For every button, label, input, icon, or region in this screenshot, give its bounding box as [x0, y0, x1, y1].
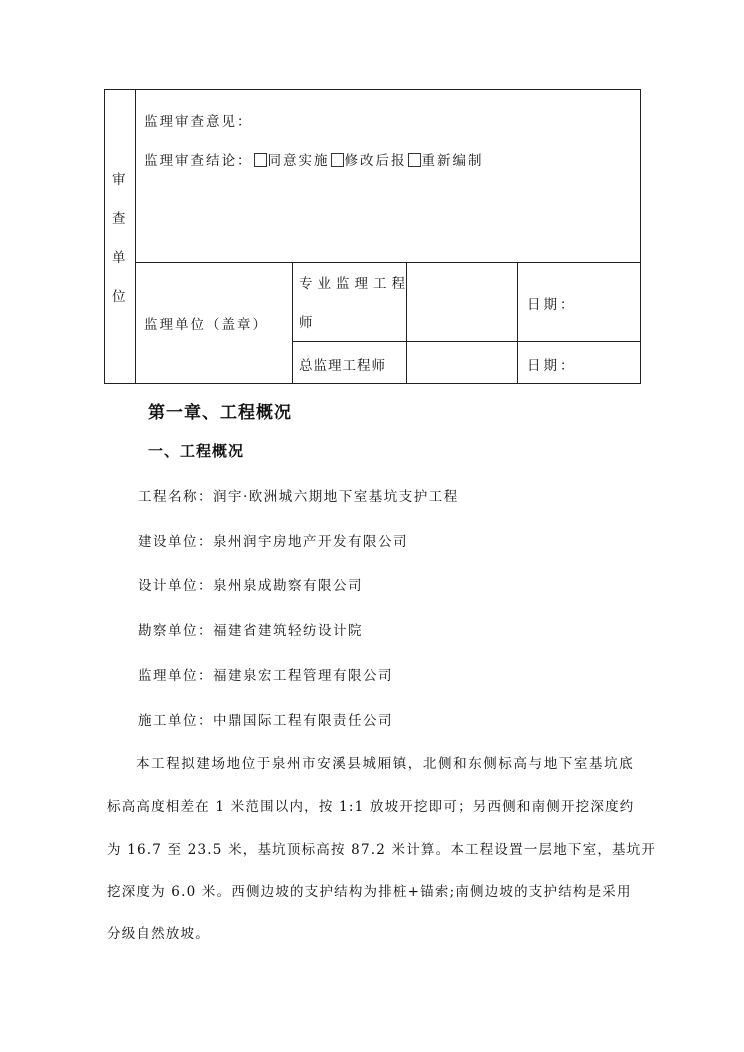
side-label-3: 单	[112, 250, 126, 266]
paragraph-line: 为 16.7 至 23.5 米，基坑顶标高按 87.2 米计算。本工程设置一层地下室，基坑开	[107, 842, 657, 858]
info-surveyor: 勘察单位：福建省建筑轻纺设计院	[138, 623, 363, 639]
date-label-1: 日期：	[527, 297, 577, 313]
role-specialist: 专业监理工程	[299, 276, 410, 292]
side-label-4: 位	[112, 289, 126, 305]
option-agree: 同意实施	[267, 153, 330, 169]
option-redo: 重新编制	[421, 153, 484, 169]
role-specialist-cont: 师	[299, 315, 313, 331]
side-label-2: 查	[112, 211, 126, 227]
chapter-title: 第一章、工程概况	[148, 403, 292, 423]
info-developer: 建设单位：泉州润宇房地产开发有限公司	[138, 534, 408, 550]
info-supervisor: 监理单位：福建泉宏工程管理有限公司	[138, 668, 393, 684]
opinion-label: 监理审查意见：	[144, 114, 253, 130]
paragraph-line: 标高高度相差在 1 米范围以内，按 1:1 放坡开挖即可；另西侧和南侧开挖深度约	[107, 799, 635, 815]
unit-label: 监理单位（盖章）	[144, 317, 268, 333]
conclusion-row	[144, 149, 484, 169]
paragraph-line: 挖深度为 6.0 米。西侧边坡的支护结构为排桩+锚索;南侧边坡的支护结构是采用	[107, 884, 632, 900]
checkbox-revise[interactable]	[331, 153, 344, 167]
paragraph-line: 本工程拟建场地位于泉州市安溪县城厢镇，北侧和东侧标高与地下室基坑底	[136, 756, 635, 772]
section-title: 一、工程概况	[148, 442, 245, 460]
date-label-2: 日期：	[527, 358, 577, 374]
role-chief: 总监理工程师	[299, 358, 386, 374]
checkbox-redo[interactable]	[408, 153, 421, 167]
checkbox-agree[interactable]	[254, 153, 267, 167]
info-designer: 设计单位：泉州泉成勘察有限公司	[138, 578, 363, 594]
info-contractor: 施工单位：中鼎国际工程有限责任公司	[138, 713, 393, 729]
info-project-name: 工程名称：润宇·欧洲城六期地下室基坑支护工程	[138, 489, 459, 505]
option-revise: 修改后报	[344, 153, 407, 169]
side-label-1: 审	[112, 172, 126, 188]
paragraph-line: 分级自然放坡。	[107, 926, 210, 942]
conclusion-label: 监理审查结论：	[144, 153, 253, 169]
